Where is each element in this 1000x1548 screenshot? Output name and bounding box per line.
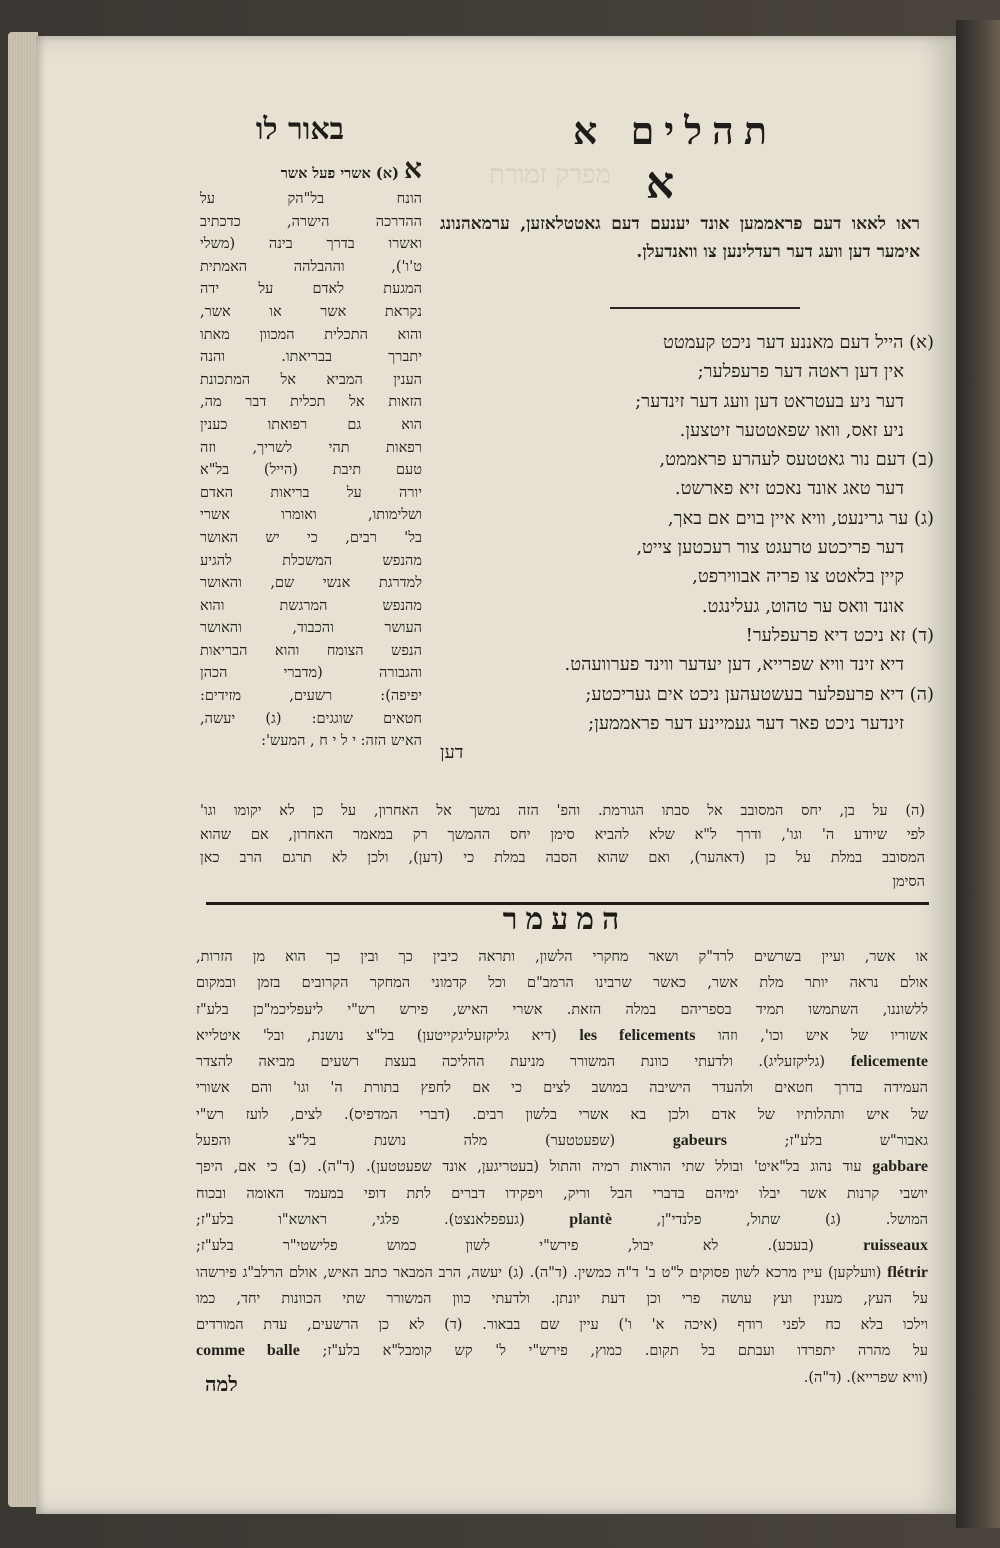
biur-line: האיש הזה: י ל י ח , המעש': xyxy=(261,733,422,750)
meamer-line xyxy=(196,1312,928,1338)
meamer-text: אשוריו של איש וכו', וזהו xyxy=(717,1027,928,1044)
biur-line: מהנפש המרגשת והוא xyxy=(200,597,422,614)
meamer-text: (גליקזעליג). ולדעתי כוונת המשורר מניעת ההליכה בעצת רשעים מביאה להצדר xyxy=(196,1054,826,1071)
running-header-right: תהלים א xyxy=(572,108,778,153)
verse-line: (ב) דעם נור גאטטעס לעהרע פראממט, xyxy=(659,449,934,471)
biur-line: נקראת אשר או אשר, xyxy=(200,303,422,320)
meamer-text: (שפעטטער) מלה נושנת בל"צ והפעל xyxy=(196,1133,616,1150)
meamer-text: אולם נראה יותר מלת אשר, כאשר שרבינו הרמב"ם וכל קדמוני המחקר הקרובים בזמן ובמקום xyxy=(196,975,928,992)
biur-line: ואשרו בדרך בינה (משלי xyxy=(200,236,422,253)
meamer-text: המושל. (ג) שתול, פלנדי"ן, xyxy=(656,1211,928,1228)
biur-line: ט'ו'), וההבלהה האמתית xyxy=(200,258,422,275)
meamer-line xyxy=(196,970,928,996)
verse-line: דער פריכטע טרעגט צור רעכטען צייט, xyxy=(636,537,904,559)
foreign-term: flétrir xyxy=(887,1263,928,1281)
meamer-line xyxy=(196,1049,928,1075)
foreign-term: ruisseaux xyxy=(863,1237,928,1255)
foreign-term: gabeurs xyxy=(672,1132,728,1150)
verse-line: (ה) דיא פרעפלער בעשטעהען ניכט אים געריכטע; xyxy=(585,683,934,705)
verse-line: זינדער ניכט פאר דער געמיינע דער פראממען; xyxy=(588,712,904,734)
biur-line: יתברך בבריאתו. והנה xyxy=(200,349,422,366)
verse-line: דער ניע בעטראט דען וועג דער זינדער; xyxy=(635,390,904,412)
running-header-left: באור לו xyxy=(255,112,345,147)
verse-line: (ג) ער גרינעט, וויא איין בוים אם באך, xyxy=(667,507,934,529)
foreign-term: felicemente xyxy=(850,1053,928,1071)
footnote-line: (ה) על בן, יחס המסובב אל סבתו הגורמת. והפ' הזה נמשך אל האחרון, על כן לא יקומו וגו' xyxy=(200,803,925,819)
meamer-text: (בעכע). לא יבול, פירש"י לשון כמוש פלישטי"ר בלע"ז; xyxy=(196,1238,814,1255)
biur-line: חטאים שוגגים: (ג) יעשה, xyxy=(200,710,422,727)
biur-line: הנפש הצומח והוא הבריאות xyxy=(200,642,422,659)
meamer-line xyxy=(196,944,928,970)
biur-line: העושר והכבוד, והאושר xyxy=(200,620,422,637)
biur-line: טעם תיבת (הייל) בל"א xyxy=(200,462,422,479)
meamer-line xyxy=(196,1075,928,1101)
biur-line: מהנפש המשכלת להגיע xyxy=(200,552,422,569)
biur-line-text: (א) אשרי פעל אשר xyxy=(280,165,399,182)
meamer-text: של איש ותהלותיו של אדם ולכן בא אשרי בלשון רבים. (דברי המדפיס). לצים, לועז רש"י xyxy=(196,1106,928,1123)
biur-line: והוא התכלית המכוון מאתו xyxy=(200,326,422,343)
footnote-line: לפי שיודע ה' וגו', ודרך ל"א שלא להביא סימן יחס ההמשך רק במאמר האחרון, אם שהוא xyxy=(200,826,925,843)
verse-line: דיא זינד וויא שפרייא, דען יעדער ווינד פערוועהט. xyxy=(564,654,904,676)
verse-line: אין דען ראטה דער פרעפלער; xyxy=(697,361,904,383)
meamer-notes xyxy=(196,944,928,1391)
meamer-text: או אשר, ועיין בשרשים לרד"ק ושאר מחקרי הלשון, ותראה כיבין כך ובין כך הוא מן הזרות, xyxy=(196,949,928,965)
footnote-line: המסובב במלת על כן (דאהער), ואם שהוא הסבה במלת כי (דען), ולכן לא תרגם הרב כאן xyxy=(200,850,925,866)
biur-line: יפיפה): רשעים, מזידים: xyxy=(200,688,422,705)
next-page-strip xyxy=(956,20,1000,1528)
verse-line: דען xyxy=(440,742,464,764)
meamer-line xyxy=(196,1128,928,1154)
meamer-line xyxy=(196,1102,928,1128)
verse-line: (א) הייל דעם מאננע דער ניכט קעמטט xyxy=(663,332,934,353)
catchword: למה xyxy=(205,1372,238,1396)
biur-line: יורה על בריאות האדם xyxy=(200,484,422,501)
meamer-title: המעמר xyxy=(502,902,628,937)
biur-line: הזאות אל תכלית דבר מה, xyxy=(200,394,422,411)
biur-line: ההדרכה הישרה, כדכתיב xyxy=(200,213,422,230)
meamer-line xyxy=(196,1207,928,1233)
biur-line xyxy=(200,152,422,188)
meamer-text: וילכו בלא כח לפני רודף (איכה א' ו') עיין שם בבאור. (ד) לא כן הרשעים, עדת המורדים xyxy=(196,1317,928,1334)
verse-line: דער טאג אונד נאכט זיא פארשט. xyxy=(674,478,904,500)
biur-drop-letter: א xyxy=(404,152,422,185)
meamer-line xyxy=(196,1286,928,1312)
footnote-verse-5 xyxy=(200,800,925,894)
meamer-line xyxy=(196,1154,928,1180)
verse-column xyxy=(440,328,934,767)
meamer-text: (געפפלאנצט). פלגי, ראושא"ו בלע"ז; xyxy=(196,1211,525,1228)
meamer-text: גאבור"ש בלע"ז; xyxy=(784,1133,928,1150)
meamer-line xyxy=(196,1338,928,1364)
intro-divider xyxy=(610,307,800,309)
meamer-line xyxy=(196,1233,928,1259)
meamer-text: על מהרה יתפרדו ועבתם בל תקום. כמוץ, פירש"י ל' קש קומבל"א בלע"ז; xyxy=(322,1343,928,1360)
foreign-term: les felicements xyxy=(579,1026,696,1044)
meamer-line xyxy=(196,997,928,1023)
verse-line: (ד) זא ניכט דיא פרעפלער! xyxy=(745,624,934,646)
meamer-text: (דיא גליקזעליגקייטען) בל"צ נושנת, ובל' איטלייא xyxy=(196,1027,557,1044)
foreign-term: plantè xyxy=(569,1210,612,1228)
biur-line: הענין המביא אל המתכונת xyxy=(200,371,422,388)
page-stack-edge xyxy=(8,32,38,1507)
biur-line: למדרגת אנשי שם, והאושר xyxy=(200,575,422,592)
meamer-line xyxy=(196,1365,928,1391)
verse-line: ניע זאס, וואו שפאטטער זיטצען. xyxy=(679,419,904,441)
meamer-text: על העץ, מענין ועץ עושה פרי וכן דעת יונתן. ולדעתי כוון המשורר שתי הכוונות יחד, כמו xyxy=(196,1290,928,1307)
biur-line: רפאות תהי לשריך, וזה xyxy=(200,439,422,456)
chapter-intro: ראו לאאו דעם פראממען אונד יענעם דעם גאטטלאזען, ערמאהנונג אימער דען וועג דער רעדלינען צו וואנדעלן. xyxy=(440,214,920,262)
meamer-line xyxy=(196,1260,928,1286)
meamer-text: יושבי קרנות אשר יבלו ימיהם בדברי הבל וריק, ויפקידו דברים לתת דופי במעמד האומה ובכוח xyxy=(196,1185,928,1202)
meamer-line xyxy=(196,1023,928,1049)
chapter-letter: א xyxy=(645,158,675,209)
meamer-text: (וועלקען) עיין מרכא לשון פסוקים ל"ט ב' ד"ה כמשין. (ד"ה). (ג) יעשה, הרב המבאר כתב האיש, אולם הרלב"ג פירשהו xyxy=(196,1264,882,1281)
biur-line: ושלימותו, ואומרו אשרי xyxy=(200,507,422,524)
verse-line: אונד וואס ער טהוט, געלינגט. xyxy=(701,595,904,617)
meamer-text: העמידה בדרך חטאים ולהעדר הישיבה במושב לצים כי אם לחפץ בתורת ה' וגו' והם אשורי xyxy=(196,1080,928,1097)
meamer-line xyxy=(196,1181,928,1207)
meamer-text: עוד נהוג בל"איט' ובולל שתי הוראות רמיה והתול (בעטריגען, אונד שפעטטען). (ד"ה). (ב) כי אם, היפך xyxy=(196,1159,862,1176)
bleed-through-text: מפרק זמורת xyxy=(489,160,611,190)
biur-line: הונח בל"הק על xyxy=(200,191,422,207)
foreign-term: gabbare xyxy=(872,1158,928,1176)
biur-line: והגבורה (מדברי הכהן xyxy=(200,665,422,682)
verse-line: קיין בלאטט צו פריה אבווירפט, xyxy=(692,566,904,588)
meamer-text: ללשוננו, השתמשו תמיד בספריהם במלה הזאת. אשרי האיש, פירש רש"י ליעפליכמ"כן בלע"ז xyxy=(196,1001,928,1018)
biur-commentary xyxy=(200,152,422,753)
meamer-text: (וויא שפרייא). (ד"ה). xyxy=(803,1369,928,1386)
biur-line: המגעת לאדם על ידה xyxy=(200,281,422,298)
biur-line: בל' רבים, כי יש האושר xyxy=(200,529,422,546)
footnote-line: הסימן xyxy=(892,873,925,890)
foreign-term: comme balle xyxy=(196,1342,300,1360)
biur-line: הוא גם רפואתו כענין xyxy=(200,416,422,433)
